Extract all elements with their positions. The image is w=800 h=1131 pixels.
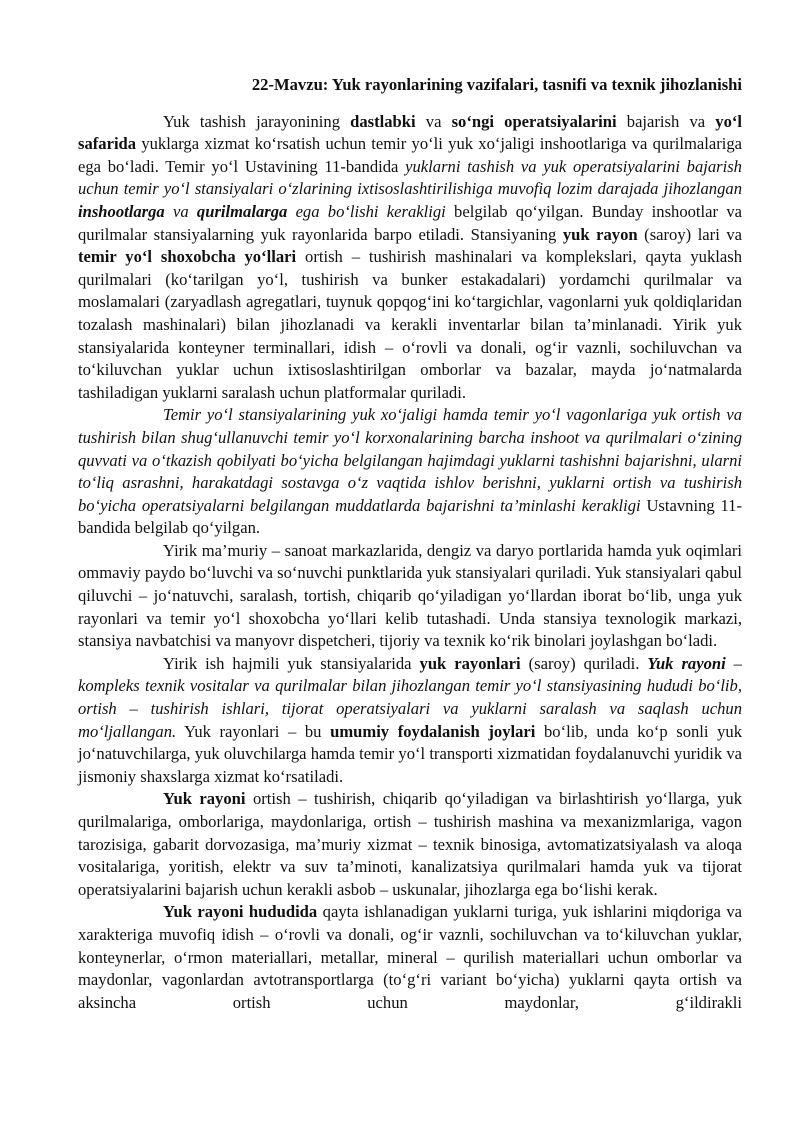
text-run: dastlabki	[350, 111, 416, 131]
text-run: va	[415, 111, 452, 131]
text-run: so‘ngi operatsiyalarini	[451, 111, 617, 131]
text-run: Yirik ish hajmili yuk stansiyalarida	[163, 653, 420, 673]
text-run: Yuk tashish jarayonining	[163, 111, 351, 131]
text-run: Temir yo‘l stansiyalarining yuk xo‘jaligi hamda temir yo‘l vagonlariga yuk ortish va tushirish bilan shug‘ullanuvchi temir yo‘l korxonalarining barcha inshoot va qurilmalari o‘zining quvvati va o‘tkazish qobilyati bo‘yicha belgilangan hajimdagi yuklarni tashishni bajarishni, ularni to‘liq asrashni, harakatdagi sostavga o‘z vaqtida ishlov berishni, yuklarni ortish va tushirish bo‘yicha operatsiyalarni belgilangan muddatlarda bajarishni ta’minlashi kerakligi	[78, 405, 742, 515]
text-run: Yirik ma’muriy – sanoat markazlarida, dengiz va daryo portlarida hamda yuk oqimlari ommaviy paydo bo‘luvchi va so‘nuvchi punktlarida yuk stansiyalari quriladi. Yuk stansiyalari qabul qiluvchi – jo‘natuvchi, saralash, tortish, chiqarib qo‘yiladigan yo‘llardan iborat bo‘lib, unga yuk rayonlari va temir yo‘l shoxobcha yo‘llari kelib tutashadi. Unda stansiya texnologik markazi, stansiya navbatchisi va manyovr dispetcheri, tijoriy va texnik ko‘rik binolari joylashgan bo‘ladi.	[78, 540, 742, 651]
text-run: umumiy foydalanish joylari	[330, 721, 536, 741]
text-run: Yuk rayonlari – bu	[176, 721, 331, 741]
text-run: yuklarga xizmat ko‘rsatish uchun temir yo‘li yuk xo‘jaligi inshootlariga va qurilmalariga ega bo‘ladi. Temir yo‘l Ustavining 11-bandida	[78, 134, 742, 176]
text-run: qurilmalarga	[196, 201, 288, 221]
text-run: belgilab qo‘yilgan. Bunday inshootlar va qurilmalar stansiyalarning yuk rayonlarida barpo etiladi. Stansiyaning	[78, 201, 742, 244]
text-run: (saroy) lari va	[637, 224, 742, 244]
text-run: yuk rayon	[562, 224, 638, 244]
text-run: qayta ishlanadigan yuklarni turiga, yuk ishlarini miqdoriga va xarakteriga muvofiq idish – o‘rovli va donali, og‘ir vaznli, sochiluvchan va to‘kiluvchan yuklar, konteynerlar, o‘rmon materiallari, metallar, mineral – qurilish materiallari uchun omborlar va maydonlar, vagonlardan avtotransportlarga (to‘g‘ri variant bo‘yicha) yuklarni qayta ortish va aksincha ortish uchun maydonlar, g‘ildirakli	[78, 902, 742, 1012]
text-run: bo‘lib, unda ko‘p sonli yuk jo‘natuvchilarga, yuk oluvchilarga hamda temir yo‘l transporti xizmatidan foydalanuvchi yuridik va jismoniy shaxslarga xizmat ko‘rsatiladi.	[78, 721, 742, 786]
text-run: (saroy) quriladi.	[520, 653, 648, 673]
paragraph-5	[78, 788, 742, 901]
document-title: 22-Mavzu: Yuk rayonlarining vazifalari, tasnifi va texnik jihozlanishi	[251, 75, 742, 94]
paragraph-2	[78, 404, 742, 540]
paragraph-3	[78, 540, 742, 653]
paragraph-6	[78, 901, 742, 1014]
paragraph-4	[78, 653, 742, 789]
text-run: yuklarni tashish va yuk operatsiyalarini bajarish uchun temir yo‘l stansiyalari o‘zlarining ixtisoslashtirilishiga muvofiq lozim darajada jihozlangan	[78, 156, 742, 199]
text-run: Yuk rayoni	[163, 789, 246, 809]
text-run: Yuk rayoni hududida	[163, 902, 318, 922]
text-run: inshootlarga	[78, 201, 165, 221]
text-run: Ustavning 11-bandida belgilab qo‘yilgan.	[78, 495, 742, 538]
text-run: ortish – tushirish mashinalari va komplekslari, qayta yuklash qurilmalari (ko‘tarilgan yo‘l, tushirish va bunker estakadalari) yordamchi qurilmalar va moslamalari (zaryadlash agregatlari, tuynuk qopqog‘ini ko‘targichlar, vagonlarni yuk qoldiqlaridan tozalash mashinalari) bilan jihozlanadi va kerakli inventarlar bilan ta’minlanadi. Yirik yuk stansiyalarida konteyner terminallari, idish – o‘rovli va donali, og‘ir vaznli, sochiluvchan va to‘kiluvchan yuklar uchun ixtisoslashtirilgan omborlar va bazalar, mayda jo‘natmalarda tashiladigan yuklarni saralash uchun platformalar quriladi.	[78, 247, 742, 402]
text-run: ega bo‘lishi kerakligi	[287, 201, 446, 221]
text-run: – kompleks texnik vositalar va qurilmalar bilan jihozlangan temir yo‘l stansiyasining hududi bo‘lib, ortish – tushirish ishlari, tijorat operatsiyalari va yuklarni saralash va saqlash uchun mo‘ljallangan.	[78, 653, 742, 741]
text-run: ortish – tushirish, chiqarib qo‘yiladigan va birlashtirish yo‘llarga, yuk qurilmalariga, omborlariga, maydonlariga, ortish – tushirish mashina va mexanizmlariga, vagon tarozisiga, gabarit dorvozasiga, ma’muriy xizmat – texnik binosiga, avtomatizatsiyalash va aloqa vositalariga, yoritish, elektr va suv ta’minoti, kanalizatsiya qurilmalari hamda yuk va tijorat operatsiyalarini bajarish uchun kerakli asbob – uskunalar, jihozlarga ega bo‘lishi kerak.	[78, 789, 742, 899]
text-run: yuk rayonlari	[419, 653, 521, 673]
text-run: yo‘l safarida	[78, 111, 742, 154]
text-run: bajarish va	[616, 111, 716, 131]
document-page	[78, 74, 742, 1014]
text-run: Yuk rayoni	[647, 653, 726, 673]
text-run: temir yo‘l shoxobcha yo‘llari	[78, 247, 297, 267]
text-run: va	[164, 201, 197, 221]
paragraph-1	[78, 111, 742, 405]
